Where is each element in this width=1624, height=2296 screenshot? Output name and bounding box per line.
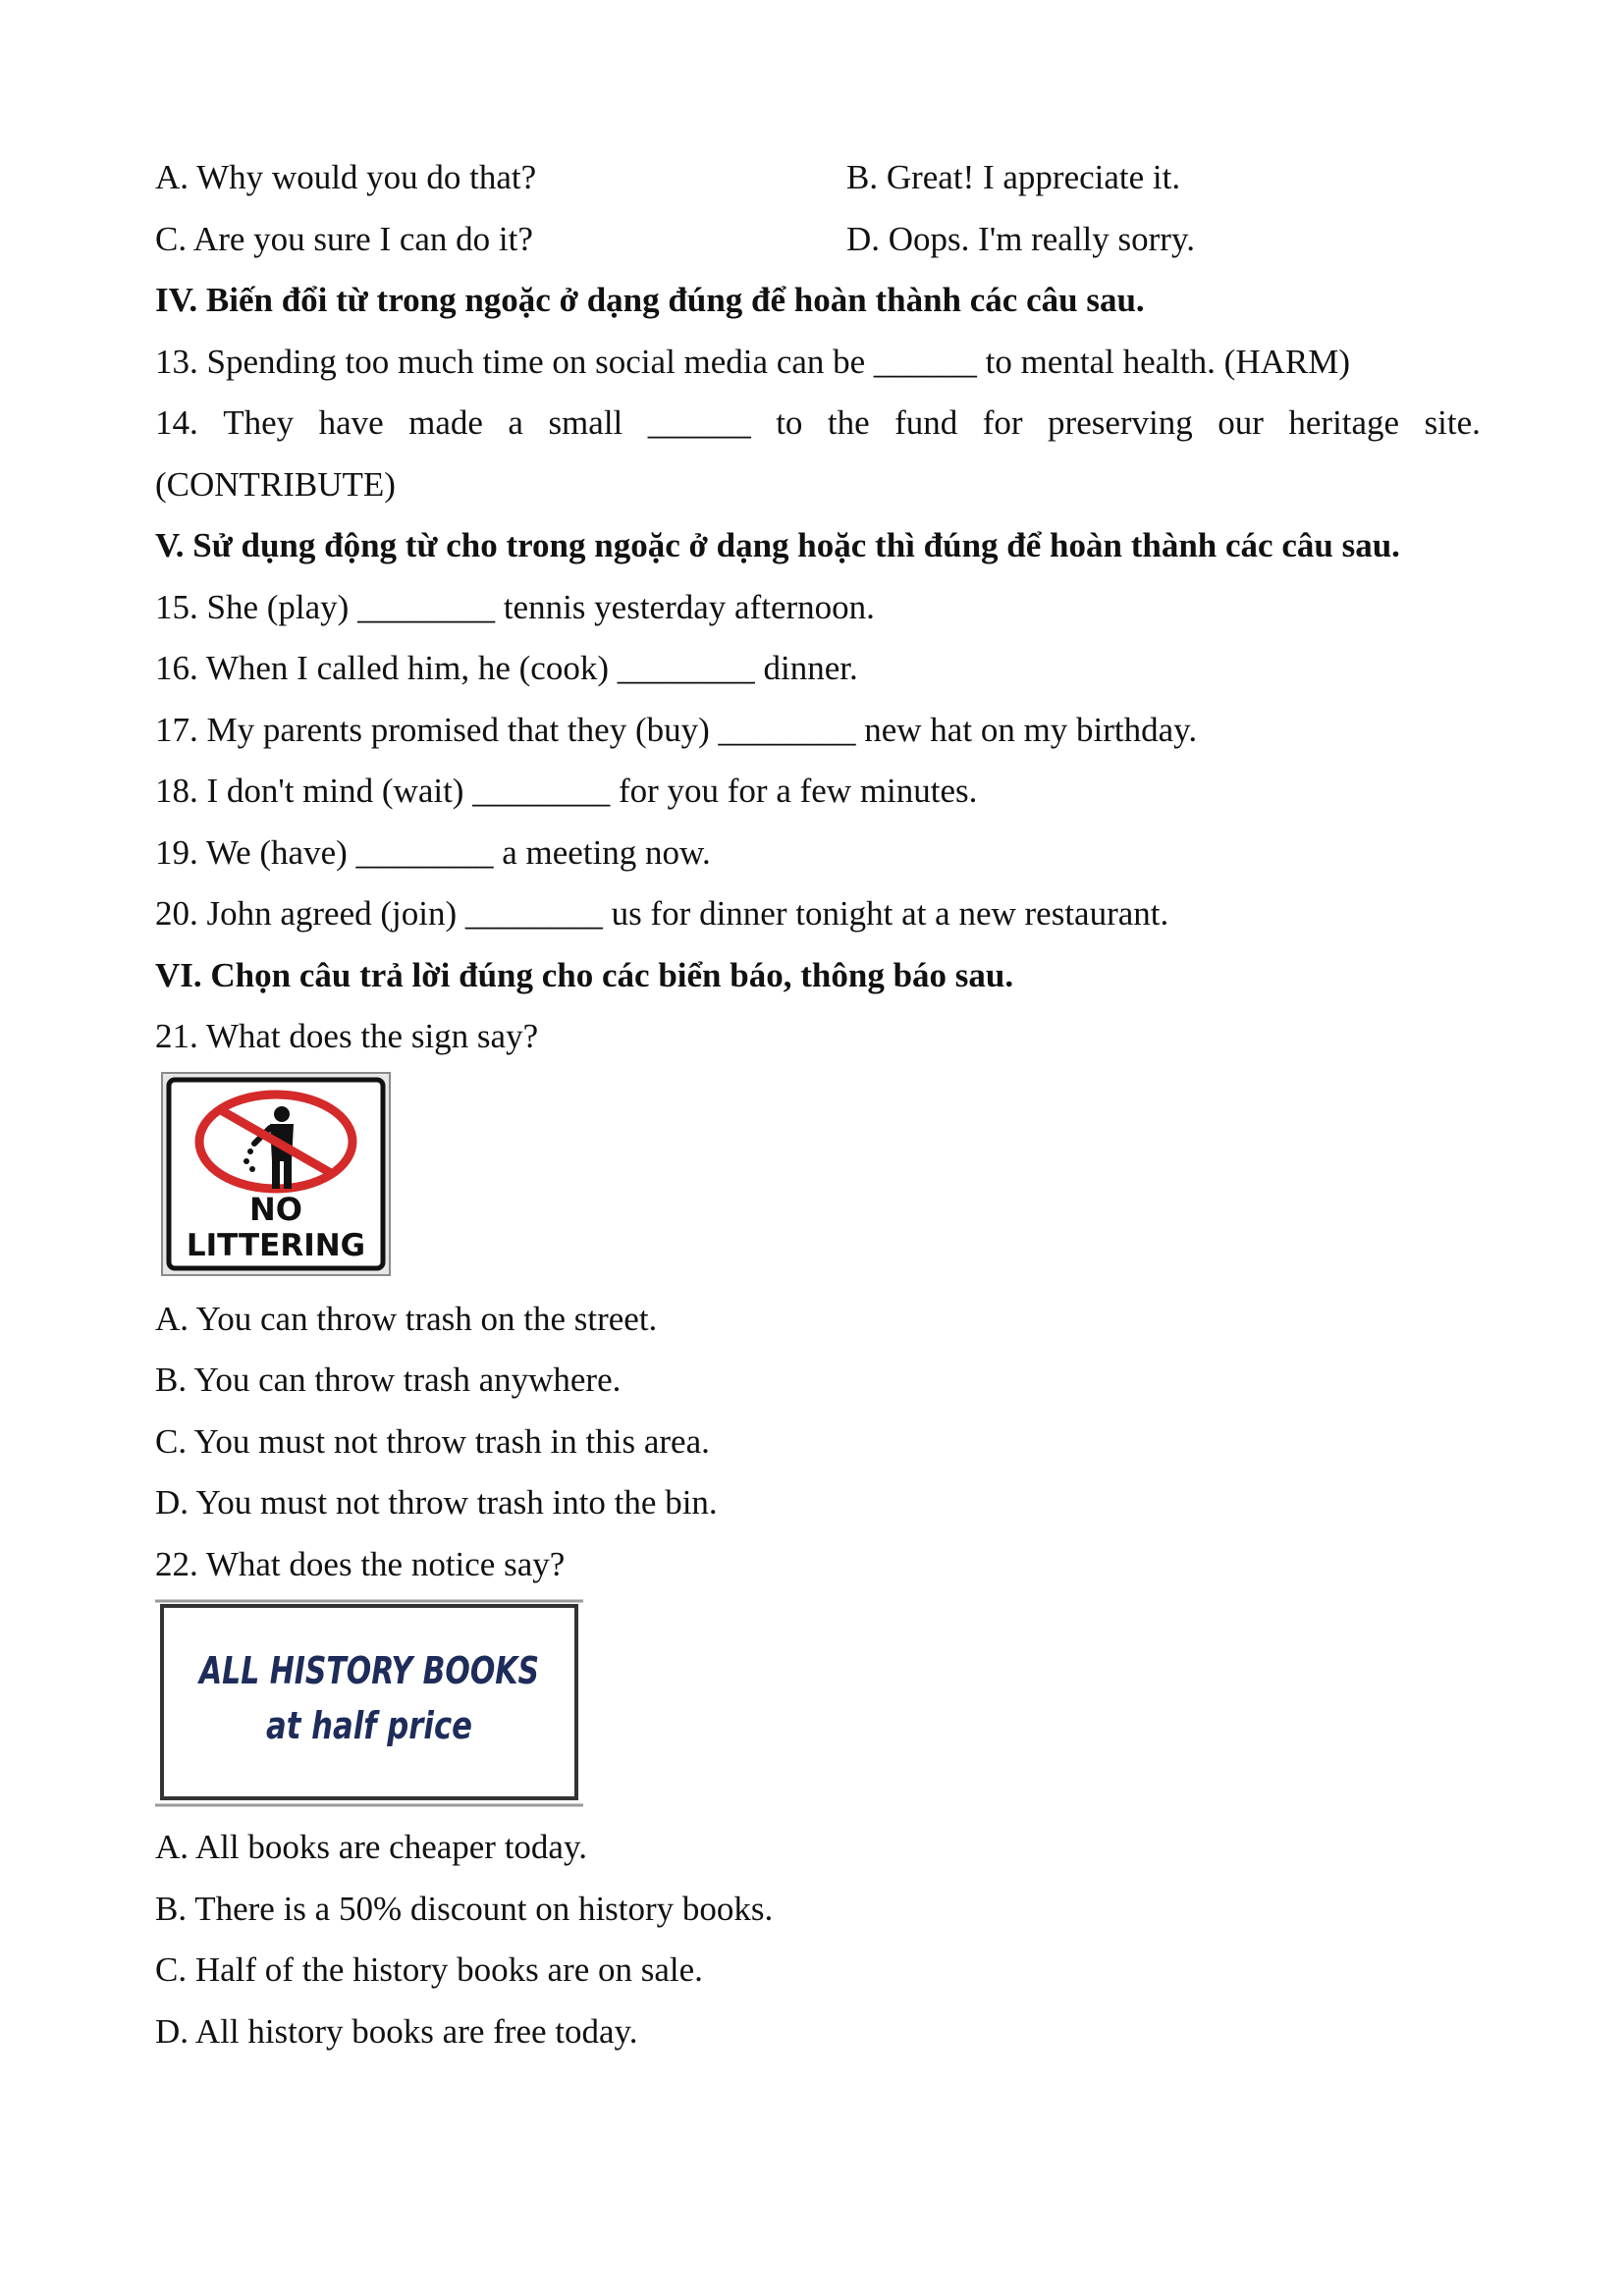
q21-option-b: B. You can throw trash anywhere. — [155, 1361, 622, 1399]
q14-word: the — [827, 403, 870, 442]
question-14-continuation: (CONTRIBUTE) — [155, 464, 396, 504]
notice-text-line-1: ALL HISTORY BOOKS — [196, 1649, 539, 1692]
question-21: 21. What does the sign say? — [155, 1017, 539, 1055]
question-22: 22. What does the notice say? — [155, 1544, 566, 1583]
no-littering-sign — [160, 1071, 392, 1277]
q14-word: site. — [1424, 403, 1481, 442]
q12-options-row-2 — [155, 209, 1481, 271]
section-6-heading: VI. Chọn câu trả lời đúng cho các biển báo, thông báo sau. — [155, 955, 1014, 994]
section-4-heading: IV. Biến đổi từ trong ngoặc ở dạng đúng để hoàn thành các câu sau. — [155, 281, 1145, 319]
history-books-notice-graphic — [155, 1599, 583, 1809]
q14-word: heritage — [1288, 403, 1400, 442]
sign-text-no: NO — [249, 1190, 302, 1228]
question-18: 18. I don't mind (wait) ________ for you for a few minutes. — [155, 772, 978, 810]
q12-options-row-1 — [155, 147, 1481, 209]
q14-word: have — [318, 403, 384, 442]
option-c: C. Are you sure I can do it? — [155, 219, 533, 258]
worksheet-page — [155, 147, 1481, 2062]
option-d: D. Oops. I'm really sorry. — [846, 219, 1195, 258]
option-a: A. Why would you do that? — [155, 158, 537, 196]
q22-option-b: B. There is a 50% discount on history books. — [155, 1889, 774, 1928]
question-16: 16. When I called him, he (cook) ________ dinner. — [155, 649, 858, 687]
q14-word: our — [1218, 403, 1264, 442]
option-b: B. Great! I appreciate it. — [846, 158, 1181, 196]
question-14 — [155, 393, 1481, 454]
q14-word: made — [408, 403, 483, 442]
question-13: 13. Spending too much time on social media can be ______ to mental health. (HARM) — [155, 342, 1350, 381]
q14-word: They — [223, 403, 295, 442]
q14-word: to — [776, 403, 803, 442]
no-littering-sign-graphic — [160, 1071, 392, 1277]
question-17: 17. My parents promised that they (buy) ________ new hat on my birthday. — [155, 710, 1198, 749]
q14-word: preserving — [1048, 403, 1193, 442]
q14-word: for — [982, 403, 1023, 442]
q14-blank: ______ — [647, 403, 751, 442]
q14-word: fund — [894, 403, 958, 442]
question-20: 20. John agreed (join) ________ us for dinner tonight at a new restaurant. — [155, 894, 1169, 933]
q21-option-a: A. You can throw trash on the street. — [155, 1299, 658, 1338]
question-15: 15. She (play) ________ tennis yesterday afternoon. — [155, 587, 875, 626]
section-5-heading: V. Sử dụng động từ cho trong ngoặc ở dạng hoặc thì đúng để hoàn thành các câu sau. — [155, 526, 1400, 564]
history-books-notice — [155, 1599, 583, 1809]
q14-word: small — [548, 403, 623, 442]
question-19: 19. We (have) ________ a meeting now. — [155, 832, 711, 872]
q21-option-c: C. You must not throw trash in this area. — [155, 1421, 710, 1461]
prohibition-icon — [199, 1095, 352, 1189]
q14-word: 14. — [155, 403, 198, 442]
q14-word: a — [508, 403, 523, 442]
sign-text-littering: LITTERING — [186, 1227, 366, 1263]
q21-option-d: D. You must not throw trash into the bin. — [155, 1483, 718, 1522]
q22-option-d: D. All history books are free today. — [155, 2011, 638, 2051]
q22-option-c: C. Half of the history books are on sale. — [155, 1950, 703, 1989]
q22-option-a: A. All books are cheaper today. — [155, 1828, 587, 1866]
notice-text-line-2: at half price — [266, 1704, 472, 1747]
